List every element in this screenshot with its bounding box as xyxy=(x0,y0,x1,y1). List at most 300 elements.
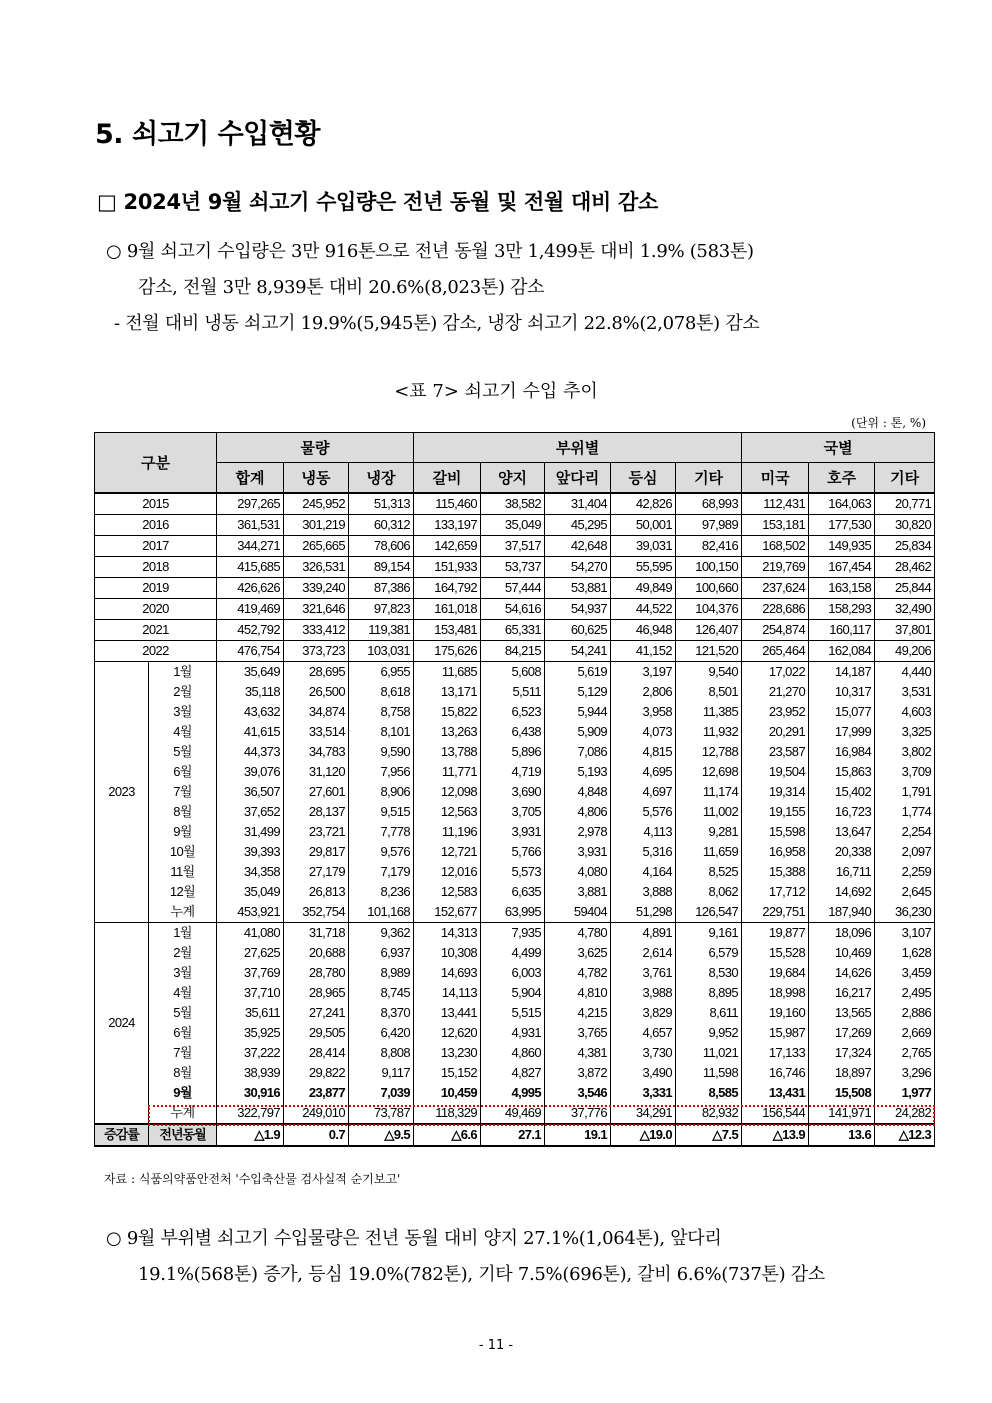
table-cell: 19,684 xyxy=(742,963,809,983)
month-label: 4월 xyxy=(149,983,217,1003)
table-cell: 28,137 xyxy=(284,802,349,822)
table-cell: 18,897 xyxy=(809,1063,875,1083)
table-cell: 11,196 xyxy=(414,822,481,842)
table-cell: 17,269 xyxy=(809,1023,875,1043)
table-cell: 228,686 xyxy=(742,598,809,619)
table-cell: 5,608 xyxy=(481,661,545,682)
table-cell: 8,525 xyxy=(676,862,742,882)
table-cell: 5,129 xyxy=(545,682,611,702)
table-cell: 11,174 xyxy=(676,782,742,802)
month-label: 11월 xyxy=(149,862,217,882)
table-cell: 37,517 xyxy=(481,535,545,556)
table-cell: 9,952 xyxy=(676,1023,742,1043)
table-cell: 3,829 xyxy=(611,1003,676,1023)
table-cell: 49,206 xyxy=(875,640,935,661)
table-row xyxy=(95,802,935,822)
table-cell: 3,802 xyxy=(875,742,935,762)
table-cell: 2,978 xyxy=(545,822,611,842)
table-cell: 9,117 xyxy=(349,1063,414,1083)
table-cell: 16,217 xyxy=(809,983,875,1003)
table-cell: 28,695 xyxy=(284,661,349,682)
table-cell: 426,626 xyxy=(217,577,284,598)
table-cell: 3,107 xyxy=(875,922,935,943)
table-cell: 5,573 xyxy=(481,862,545,882)
table-cell: 164,792 xyxy=(414,577,481,598)
table-cell: 11,771 xyxy=(414,762,481,782)
column-header: 등심 xyxy=(611,463,676,493)
table-cell: 54,241 xyxy=(545,640,611,661)
table-cell: 30,916 xyxy=(217,1083,284,1103)
table-cell: 156,544 xyxy=(742,1103,809,1124)
table-row xyxy=(95,782,935,802)
table-cell: 1,791 xyxy=(875,782,935,802)
table-cell: 19,314 xyxy=(742,782,809,802)
table-cell: 3,546 xyxy=(545,1083,611,1103)
table-cell: 34,874 xyxy=(284,702,349,722)
table-cell: 5,316 xyxy=(611,842,676,862)
table-cell: 2,806 xyxy=(611,682,676,702)
table-cell: 168,502 xyxy=(742,535,809,556)
table-cell: 8,501 xyxy=(676,682,742,702)
header-by-country: 국별 xyxy=(742,433,935,463)
month-label: 8월 xyxy=(149,1063,217,1083)
summary-paragraph-2: 감소, 전월 3만 8,939톤 대비 20.6%(8,023톤) 감소 xyxy=(138,277,545,298)
table-cell: 54,937 xyxy=(545,598,611,619)
month-label: 6월 xyxy=(149,762,217,782)
month-label: 4월 xyxy=(149,722,217,742)
table-cell: 103,031 xyxy=(349,640,414,661)
table-cell: 8,101 xyxy=(349,722,414,742)
header-by-cut: 부위별 xyxy=(414,433,742,463)
table-cell: 5,619 xyxy=(545,661,611,682)
table-cell: 37,710 xyxy=(217,983,284,1003)
month-label: 7월 xyxy=(149,1043,217,1063)
table-cell: 118,329 xyxy=(414,1103,481,1124)
table-cell: 26,813 xyxy=(284,882,349,902)
table-cell: 133,197 xyxy=(414,514,481,535)
table-cell: 175,626 xyxy=(414,640,481,661)
table-cell: 6,955 xyxy=(349,661,414,682)
table-cell: 265,464 xyxy=(742,640,809,661)
table-cell: 4,695 xyxy=(611,762,676,782)
table-cell: 82,932 xyxy=(676,1103,742,1124)
column-header: 미국 xyxy=(742,463,809,493)
table-cell: 27,625 xyxy=(217,943,284,963)
table-cell: 352,754 xyxy=(284,902,349,923)
table-cell: 100,150 xyxy=(676,556,742,577)
table-cell: 0.7 xyxy=(284,1124,349,1146)
table-caption: <표 7> 쇠고기 수입 추이 xyxy=(394,381,598,402)
table-cell: 12,016 xyxy=(414,862,481,882)
table-cell: 2,614 xyxy=(611,943,676,963)
table-cell: △1.9 xyxy=(217,1124,284,1146)
table-cell: 3,872 xyxy=(545,1063,611,1083)
table-row xyxy=(95,661,935,682)
table-cell: 141,971 xyxy=(809,1103,875,1124)
month-label: 12월 xyxy=(149,882,217,902)
table-cell: 187,940 xyxy=(809,902,875,923)
table-cell: 39,076 xyxy=(217,762,284,782)
table-cell: 18,998 xyxy=(742,983,809,1003)
table-cell: 361,531 xyxy=(217,514,284,535)
table-cell: 3,730 xyxy=(611,1043,676,1063)
table-cell: 3,958 xyxy=(611,702,676,722)
table-cell: 162,084 xyxy=(809,640,875,661)
table-cell: 42,826 xyxy=(611,493,676,515)
month-label: 5월 xyxy=(149,1003,217,1023)
month-label: 9월 xyxy=(149,1083,217,1103)
table-cell: 35,649 xyxy=(217,661,284,682)
table-cell: 35,611 xyxy=(217,1003,284,1023)
table-cell: 16,746 xyxy=(742,1063,809,1083)
table-cell: 35,925 xyxy=(217,1023,284,1043)
table-cell: 9,362 xyxy=(349,922,414,943)
table-cell: 8,062 xyxy=(676,882,742,902)
table-cell: △12.3 xyxy=(875,1124,935,1146)
table-cell: 37,769 xyxy=(217,963,284,983)
table-cell: 35,049 xyxy=(217,882,284,902)
table-cell: 4,499 xyxy=(481,943,545,963)
header-category: 구분 xyxy=(95,433,217,493)
table-cell: 100,660 xyxy=(676,577,742,598)
table-cell: △7.5 xyxy=(676,1124,742,1146)
table-cell: 3,459 xyxy=(875,963,935,983)
table-row xyxy=(95,1083,935,1103)
table-cell: 4,891 xyxy=(611,922,676,943)
table-cell: 55,595 xyxy=(611,556,676,577)
row-label: 2018 xyxy=(95,556,217,577)
table-cell: 10,469 xyxy=(809,943,875,963)
table-cell: 149,935 xyxy=(809,535,875,556)
table-cell: 82,416 xyxy=(676,535,742,556)
table-cell: 339,240 xyxy=(284,577,349,598)
table-cell: 28,780 xyxy=(284,963,349,983)
table-cell: 5,944 xyxy=(545,702,611,722)
table-cell: 37,222 xyxy=(217,1043,284,1063)
table-cell: 29,822 xyxy=(284,1063,349,1083)
table-cell: △6.6 xyxy=(414,1124,481,1146)
table-cell: 42,648 xyxy=(545,535,611,556)
month-label: 10월 xyxy=(149,842,217,862)
table-cell: 15,402 xyxy=(809,782,875,802)
table-cell: 20,291 xyxy=(742,722,809,742)
table-cell: 126,547 xyxy=(676,902,742,923)
table-cell: 54,616 xyxy=(481,598,545,619)
table-cell: 322,797 xyxy=(217,1103,284,1124)
month-label: 3월 xyxy=(149,963,217,983)
table-cell: 18,096 xyxy=(809,922,875,943)
month-label: 누계 xyxy=(149,1103,217,1124)
table-cell: 13,788 xyxy=(414,742,481,762)
table-cell: 9,590 xyxy=(349,742,414,762)
section-title: 5. 쇠고기 수입현황 xyxy=(95,119,320,150)
row-label: 2016 xyxy=(95,514,217,535)
table-cell: 14,113 xyxy=(414,983,481,1003)
table-cell: 17,999 xyxy=(809,722,875,742)
table-cell: 12,698 xyxy=(676,762,742,782)
table-cell: 119,381 xyxy=(349,619,414,640)
table-cell: 37,801 xyxy=(875,619,935,640)
table-cell: 15,863 xyxy=(809,762,875,782)
change-rate-row xyxy=(95,1124,935,1146)
table-cell: 12,620 xyxy=(414,1023,481,1043)
table-cell: 31,120 xyxy=(284,762,349,782)
table-cell: 11,021 xyxy=(676,1043,742,1063)
table-cell: 4,827 xyxy=(481,1063,545,1083)
table-cell: 4,080 xyxy=(545,862,611,882)
table-row xyxy=(95,1043,935,1063)
table-row xyxy=(95,842,935,862)
table-cell: 5,515 xyxy=(481,1003,545,1023)
table-cell: 16,723 xyxy=(809,802,875,822)
table-cell: 46,948 xyxy=(611,619,676,640)
table-cell: 35,049 xyxy=(481,514,545,535)
table-cell: 9,281 xyxy=(676,822,742,842)
table-cell: 33,514 xyxy=(284,722,349,742)
table-cell: 34,358 xyxy=(217,862,284,882)
table-cell: 8,989 xyxy=(349,963,414,983)
table-cell: 167,454 xyxy=(809,556,875,577)
table-cell: 13,263 xyxy=(414,722,481,742)
table-cell: 36,230 xyxy=(875,902,935,923)
table-cell: 20,688 xyxy=(284,943,349,963)
month-label: 5월 xyxy=(149,742,217,762)
beef-import-table xyxy=(94,432,935,1147)
table-cell: 17,712 xyxy=(742,882,809,902)
table-cell: 112,431 xyxy=(742,493,809,515)
table-cell: 8,895 xyxy=(676,983,742,1003)
table-cell: 31,499 xyxy=(217,822,284,842)
table-cell: 5,511 xyxy=(481,682,545,702)
table-cell: 7,935 xyxy=(481,922,545,943)
table-cell: 4,931 xyxy=(481,1023,545,1043)
table-row xyxy=(95,862,935,882)
table-cell: 15,508 xyxy=(809,1083,875,1103)
table-cell: 5,766 xyxy=(481,842,545,862)
table-cell: 14,693 xyxy=(414,963,481,983)
table-cell: 43,632 xyxy=(217,702,284,722)
table-cell: 34,291 xyxy=(611,1103,676,1124)
table-cell: 1,774 xyxy=(875,802,935,822)
table-cell: 15,388 xyxy=(742,862,809,882)
table-cell: 6,937 xyxy=(349,943,414,963)
table-cell: 3,325 xyxy=(875,722,935,742)
table-cell: 57,444 xyxy=(481,577,545,598)
table-cell: 13,441 xyxy=(414,1003,481,1023)
table-cell: 19,504 xyxy=(742,762,809,782)
table-row xyxy=(95,943,935,963)
table-cell: 4,810 xyxy=(545,983,611,1003)
table-cell: 415,685 xyxy=(217,556,284,577)
table-cell: 3,765 xyxy=(545,1023,611,1043)
table-cell: 27,179 xyxy=(284,862,349,882)
table-cell: 44,522 xyxy=(611,598,676,619)
table-cell: 27.1 xyxy=(481,1124,545,1146)
table-row xyxy=(95,742,935,762)
table-cell: 3,931 xyxy=(545,842,611,862)
month-label: 2월 xyxy=(149,943,217,963)
table-cell: 2,886 xyxy=(875,1003,935,1023)
table-cell: 8,906 xyxy=(349,782,414,802)
table-cell: 104,376 xyxy=(676,598,742,619)
table-cell: 453,921 xyxy=(217,902,284,923)
table-cell: 89,154 xyxy=(349,556,414,577)
column-header: 냉동 xyxy=(284,463,349,493)
table-cell: 8,758 xyxy=(349,702,414,722)
table-cell: 115,460 xyxy=(414,493,481,515)
table-cell: 10,459 xyxy=(414,1083,481,1103)
table-cell: 6,003 xyxy=(481,963,545,983)
table-cell: 29,817 xyxy=(284,842,349,862)
table-cell: 10,308 xyxy=(414,943,481,963)
table-row xyxy=(95,556,935,577)
table-cell: 8,530 xyxy=(676,963,742,983)
table-cell: 3,761 xyxy=(611,963,676,983)
table-cell: 3,931 xyxy=(481,822,545,842)
table-cell: 29,505 xyxy=(284,1023,349,1043)
table-cell: 31,718 xyxy=(284,922,349,943)
month-label: 7월 xyxy=(149,782,217,802)
column-header: 기타 xyxy=(875,463,935,493)
table-cell: 25,844 xyxy=(875,577,935,598)
table-cell: 2,669 xyxy=(875,1023,935,1043)
table-cell: 4,603 xyxy=(875,702,935,722)
table-cell: 27,241 xyxy=(284,1003,349,1023)
table-cell: 9,161 xyxy=(676,922,742,943)
table-cell: 3,625 xyxy=(545,943,611,963)
table-cell: 97,989 xyxy=(676,514,742,535)
table-cell: 38,939 xyxy=(217,1063,284,1083)
table-cell: 6,523 xyxy=(481,702,545,722)
table-cell: 3,881 xyxy=(545,882,611,902)
table-cell: 39,031 xyxy=(611,535,676,556)
table-cell: 15,152 xyxy=(414,1063,481,1083)
table-cell: 2,645 xyxy=(875,882,935,902)
table-cell: 121,520 xyxy=(676,640,742,661)
table-cell: 15,822 xyxy=(414,702,481,722)
table-row xyxy=(95,902,935,923)
month-label: 누계 xyxy=(149,902,217,923)
table-cell: 20,338 xyxy=(809,842,875,862)
table-cell: 126,407 xyxy=(676,619,742,640)
table-cell: 101,168 xyxy=(349,902,414,923)
table-cell: 12,721 xyxy=(414,842,481,862)
table-cell: 9,576 xyxy=(349,842,414,862)
table-cell: 6,438 xyxy=(481,722,545,742)
table-cell: 27,601 xyxy=(284,782,349,802)
table-cell: 3,197 xyxy=(611,661,676,682)
table-cell: 419,469 xyxy=(217,598,284,619)
table-cell: 4,719 xyxy=(481,762,545,782)
table-cell: 8,236 xyxy=(349,882,414,902)
table-cell: 6,579 xyxy=(676,943,742,963)
table-cell: 36,507 xyxy=(217,782,284,802)
table-cell: 151,933 xyxy=(414,556,481,577)
cut-analysis-paragraph-1: ○ 9월 부위별 쇠고기 수입물량은 전년 동월 대비 양지 27.1%(1,064톤), 앞다리 xyxy=(106,1228,722,1249)
table-cell: 14,626 xyxy=(809,963,875,983)
headline: □ 2024년 9월 쇠고기 수입량은 전년 동월 및 전월 대비 감소 xyxy=(97,190,658,214)
table-cell: 60,312 xyxy=(349,514,414,535)
table-cell: 65,331 xyxy=(481,619,545,640)
table-cell: 4,113 xyxy=(611,822,676,842)
table-cell: 28,414 xyxy=(284,1043,349,1063)
table-cell: 68,993 xyxy=(676,493,742,515)
table-cell: 39,393 xyxy=(217,842,284,862)
table-cell: 164,063 xyxy=(809,493,875,515)
table-row xyxy=(95,682,935,702)
table-cell: 15,598 xyxy=(742,822,809,842)
table-cell: 2,097 xyxy=(875,842,935,862)
table-cell: 63,995 xyxy=(481,902,545,923)
table-row xyxy=(95,983,935,1003)
column-header: 양지 xyxy=(481,463,545,493)
table-cell: 3,690 xyxy=(481,782,545,802)
table-cell: 7,956 xyxy=(349,762,414,782)
table-cell: 229,751 xyxy=(742,902,809,923)
table-row xyxy=(95,577,935,598)
column-header: 냉장 xyxy=(349,463,414,493)
table-cell: 8,618 xyxy=(349,682,414,702)
table-cell: 237,624 xyxy=(742,577,809,598)
table-cell: 13,565 xyxy=(809,1003,875,1023)
table-cell: 163,158 xyxy=(809,577,875,598)
table-cell: 3,490 xyxy=(611,1063,676,1083)
table-row xyxy=(95,922,935,943)
table-cell: 38,582 xyxy=(481,493,545,515)
table-cell: 12,563 xyxy=(414,802,481,822)
month-label: 2월 xyxy=(149,682,217,702)
header-volume: 물량 xyxy=(217,433,414,463)
table-cell: 344,271 xyxy=(217,535,284,556)
table-cell: 3,531 xyxy=(875,682,935,702)
table-cell: 54,270 xyxy=(545,556,611,577)
table-cell: 49,849 xyxy=(611,577,676,598)
table-cell: 8,370 xyxy=(349,1003,414,1023)
table-cell: 8,808 xyxy=(349,1043,414,1063)
table-cell: 28,965 xyxy=(284,983,349,1003)
table-row xyxy=(95,619,935,640)
table-cell: 8,585 xyxy=(676,1083,742,1103)
table-cell: 50,001 xyxy=(611,514,676,535)
table-row xyxy=(95,598,935,619)
table-cell: 34,783 xyxy=(284,742,349,762)
change-basis-label: 전년동월 xyxy=(149,1124,217,1146)
table-cell: 4,073 xyxy=(611,722,676,742)
table-row xyxy=(95,722,935,742)
table-cell: 14,187 xyxy=(809,661,875,682)
year-label: 2023 xyxy=(95,661,149,922)
table-cell: 11,659 xyxy=(676,842,742,862)
month-label: 1월 xyxy=(149,922,217,943)
table-cell: 249,010 xyxy=(284,1103,349,1124)
table-cell: 11,598 xyxy=(676,1063,742,1083)
table-cell: 3,705 xyxy=(481,802,545,822)
table-cell: 177,530 xyxy=(809,514,875,535)
table-row xyxy=(95,963,935,983)
table-row xyxy=(95,1063,935,1083)
month-label: 3월 xyxy=(149,702,217,722)
table-cell: 321,646 xyxy=(284,598,349,619)
table-cell: 37,652 xyxy=(217,802,284,822)
table-cell: 6,420 xyxy=(349,1023,414,1043)
table-cell: 373,723 xyxy=(284,640,349,661)
table-cell: 32,490 xyxy=(875,598,935,619)
table-cell: 4,657 xyxy=(611,1023,676,1043)
table-cell: 97,823 xyxy=(349,598,414,619)
month-label: 9월 xyxy=(149,822,217,842)
column-header: 기타 xyxy=(676,463,742,493)
table-cell: 5,576 xyxy=(611,802,676,822)
